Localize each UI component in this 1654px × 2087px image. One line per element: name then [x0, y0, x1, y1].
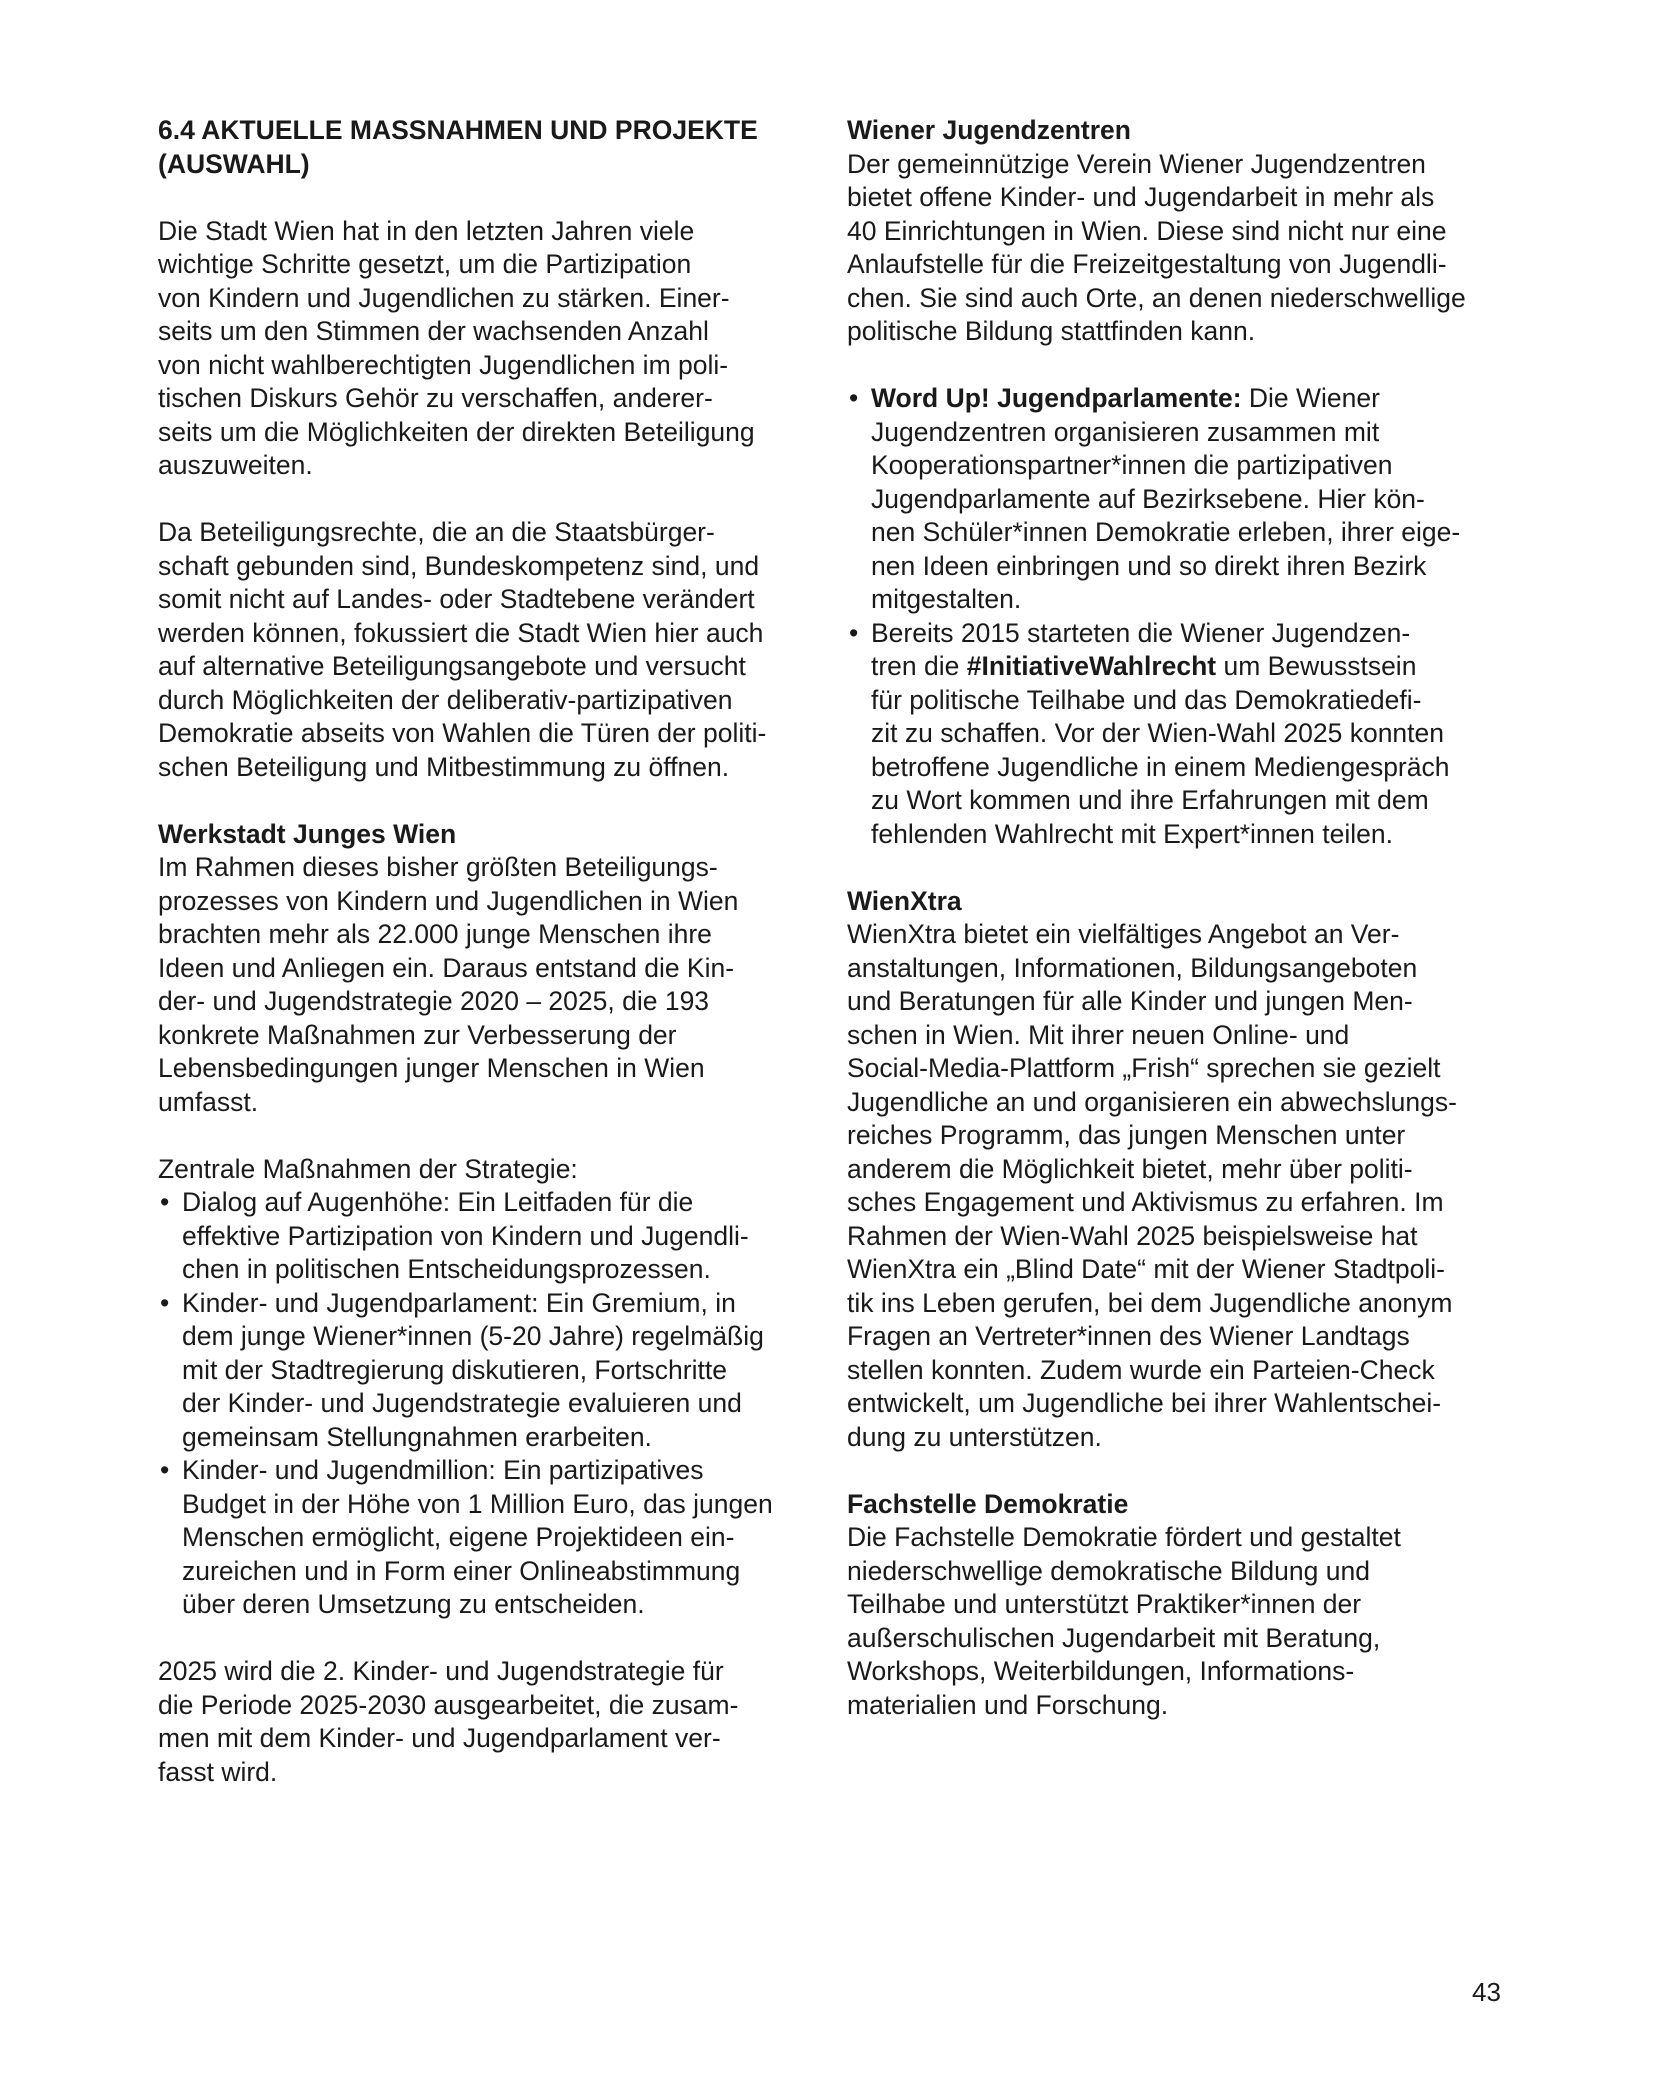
text-line: Social-Media-Plattform „Frish“ sprechen sie gezielt: [847, 1053, 1441, 1083]
text-line: der Kinder- und Jugendstrategie evaluieren und: [182, 1388, 742, 1418]
text-line: von Kindern und Jugendlichen zu stärken. Einer-: [158, 282, 730, 313]
text-line: fehlenden Wahlrecht mit Expert*innen teilen.: [871, 818, 1393, 849]
text-line: reiches Programm, das jungen Menschen unter: [847, 1120, 1406, 1150]
werkstadt-title: Werkstadt Junges Wien: [158, 818, 457, 849]
text-line: Der gemeinnützige Verein Wiener Jugendzentren: [847, 148, 1426, 179]
bullet-icon: •: [849, 617, 859, 648]
fachstelle-section: [847, 1488, 1507, 1723]
text-line: Fragen an Vertreter*innen des Wiener Landtags: [847, 1321, 1410, 1351]
list-item: [158, 1454, 813, 1622]
list-item: [158, 1186, 813, 1287]
right-column: [847, 114, 1507, 1722]
text-line: über deren Umsetzung zu entscheiden.: [182, 1589, 645, 1619]
list-item: [847, 382, 1507, 617]
bullet-icon: •: [160, 1455, 170, 1485]
text-line: niederschwellige demokratische Bildung und: [847, 1555, 1370, 1586]
text-line: Da Beteiligungsrechte, die an die Staatsbürger-: [158, 517, 715, 547]
left-column: [158, 114, 813, 1789]
text-line: stellen konnten. Zudem wurde ein Parteien-Check: [847, 1354, 1435, 1385]
text-line: materialien und Forschung.: [847, 1689, 1169, 1720]
intro-paragraph: [158, 215, 813, 483]
text-line: Kinder- und Jugendparlament: Ein Gremium, in: [182, 1287, 736, 1318]
text-line: prozesses von Kindern und Jugendlichen in Wien: [158, 885, 739, 916]
text-line: zureichen und in Form einer Onlineabstimmung: [182, 1555, 741, 1586]
text-line: dem junge Wiener*innen (5-20 Jahre) regelmäßig: [182, 1321, 764, 1351]
bullet-icon: •: [160, 1187, 170, 1217]
text-line: zit zu schaffen. Vor der Wien-Wahl 2025 konnten: [871, 718, 1445, 748]
text-line: umfasst.: [158, 1086, 259, 1117]
text-line: zu Wort kommen und ihre Erfahrungen mit dem: [871, 785, 1429, 815]
section-heading: [158, 114, 813, 181]
text-line: somit nicht auf Landes- oder Stadtebene verändert: [158, 584, 755, 614]
page-number: 43: [1472, 1977, 1501, 2007]
list-item: [847, 617, 1507, 852]
strategy-measures: [158, 1153, 813, 1622]
werkstadt-section: [158, 818, 813, 1120]
text-line: anderem die Möglichkeit bietet, mehr über politi-: [847, 1153, 1413, 1184]
heading-line: 6.4 AKTUELLE MASSNAHMEN UND PROJEKTE: [158, 115, 758, 145]
wienxtra-section: [847, 885, 1507, 1455]
text-line: nen Schüler*innen Demokratie erleben, ihrer eige-: [871, 517, 1461, 547]
text-line: chen. Sie sind auch Orte, an denen niederschwellige: [847, 282, 1466, 313]
wienxtra-title: WienXtra: [847, 885, 962, 916]
text-line: politische Bildung stattfinden kann.: [847, 316, 1256, 346]
text-line: Rahmen der Wien-Wahl 2025 beispielsweise hat: [847, 1220, 1418, 1251]
text-line: für politische Teilhabe und das Demokratiedefi-: [871, 684, 1422, 715]
text-line: WienXtra ein „Blind Date“ mit der Wiener Stadtpoli-: [847, 1254, 1445, 1284]
heading-line: (AUSWAHL): [158, 148, 310, 179]
text-line: Jugendparlamente auf Bezirksebene. Hier kön-: [871, 483, 1425, 514]
outro-paragraph: [158, 1655, 813, 1789]
text-line: dung zu unterstützen.: [847, 1421, 1102, 1452]
text-line: Anlaufstelle für die Freizeitgestaltung von Jugendli-: [847, 249, 1447, 279]
text-line: mit der Stadtregierung diskutieren, Fortschritte: [182, 1354, 727, 1385]
text-line: 2025 wird die 2. Kinder- und Jugendstrategie für: [158, 1656, 724, 1686]
text-line: tischen Diskurs Gehör zu verschaffen, anderer-: [158, 383, 713, 413]
text-line: der- und Jugendstrategie 2020 – 2025, die 193: [158, 986, 710, 1016]
bold-term: Word Up! Jugendparlamente:: [871, 383, 1242, 413]
text-line: konkrete Maßnahmen zur Verbesserung der: [158, 1019, 677, 1050]
text-line: schaft gebunden sind, Bundeskompetenz sind, und: [158, 550, 760, 581]
text-line: Workshops, Weiterbildungen, Informations-: [847, 1656, 1355, 1686]
text-line: seits um den Stimmen der wachsenden Anzahl: [158, 316, 709, 346]
text-line: Budget in der Höhe von 1 Million Euro, das jungen: [182, 1488, 773, 1519]
text-line: Teilhabe und unterstützt Praktiker*innen der: [847, 1589, 1362, 1619]
text-line: Die Fachstelle Demokratie fördert und gestaltet: [847, 1522, 1401, 1552]
text-line: wichtige Schritte gesetzt, um die Partizipation: [158, 249, 692, 279]
text-line: fasst wird.: [158, 1756, 278, 1787]
text-fragment: Die Wiener: [1241, 383, 1380, 413]
text-line: Jugendliche an und organisieren ein abwechslungs-: [847, 1086, 1457, 1117]
text-line: durch Möglichkeiten der deliberativ-partizipativen: [158, 684, 733, 715]
text-line: chen in politischen Entscheidungsprozessen.: [182, 1254, 711, 1284]
text-fragment: um Bewusstsein: [1216, 651, 1417, 681]
text-line: die Periode 2025-2030 ausgearbeitet, die zusam-: [158, 1689, 739, 1720]
text-line: seits um die Möglichkeiten der direkten Beteiligung: [158, 416, 755, 447]
text-line: [871, 382, 1507, 416]
list-item: [158, 1287, 813, 1455]
text-line: auszuweiten.: [158, 450, 313, 480]
text-line: außerschulischen Jugendarbeit mit Beratung,: [847, 1622, 1381, 1653]
text-line: bietet offene Kinder- und Jugendarbeit in mehr als: [847, 182, 1435, 212]
text-line: schen Beteiligung und Mitbestimmung zu öffnen.: [158, 751, 730, 782]
jugendzentren-section: [847, 114, 1507, 349]
text-line: Lebensbedingungen junger Menschen in Wien: [158, 1053, 705, 1083]
jugendzentren-list: [847, 382, 1507, 851]
text-line: Demokratie abseits von Wahlen die Türen der politi-: [158, 718, 767, 748]
text-line: nen Ideen einbringen und so direkt ihren Bezirk: [871, 550, 1427, 581]
measures-title: Zentrale Maßnahmen der Strategie:: [158, 1153, 578, 1184]
text-line: men mit dem Kinder- und Jugendparlament ver-: [158, 1723, 721, 1753]
text-line: sches Engagement und Aktivismus zu erfahren. Im: [847, 1187, 1444, 1217]
hashtag: #InitiativeWahlrecht: [966, 651, 1217, 681]
text-line: entwickelt, um Jugendliche bei ihrer Wahlentschei-: [847, 1388, 1442, 1418]
bullet-icon: •: [160, 1287, 170, 1318]
rights-paragraph: [158, 516, 813, 784]
text-line: brachten mehr als 22.000 junge Menschen ihre: [158, 919, 712, 949]
text-line: Kinder- und Jugendmillion: Ein partizipatives: [182, 1455, 704, 1485]
text-line: Dialog auf Augenhöhe: Ein Leitfaden für die: [182, 1187, 694, 1217]
text-line: Bereits 2015 starteten die Wiener Jugendzen-: [871, 617, 1411, 648]
text-line: WienXtra bietet ein vielfältiges Angebot an Ver-: [847, 919, 1400, 949]
text-line: mitgestalten.: [871, 584, 1022, 614]
jugendzentren-title: Wiener Jugendzentren: [847, 115, 1131, 145]
text-line: anstaltungen, Informationen, Bildungsangeboten: [847, 952, 1418, 983]
text-line: 40 Einrichtungen in Wien. Diese sind nicht nur eine: [847, 215, 1447, 246]
text-line: Im Rahmen dieses bisher größten Beteiligungs-: [158, 852, 718, 882]
text-line: betroffene Jugendliche in einem Mediengespräch: [871, 751, 1450, 782]
text-line: tik ins Leben gerufen, bei dem Jugendliche anonym: [847, 1287, 1453, 1318]
text-line: schen in Wien. Mit ihrer neuen Online- und: [847, 1019, 1350, 1050]
text-line: Jugendzentren organisieren zusammen mit: [871, 416, 1380, 447]
bullet-icon: •: [849, 383, 859, 413]
text-line: auf alternative Beteiligungsangebote und versucht: [158, 651, 746, 681]
text-line: von nicht wahlberechtigten Jugendlichen im poli-: [158, 349, 729, 380]
text-fragment: tren die: [871, 651, 967, 681]
fachstelle-title: Fachstelle Demokratie: [847, 1488, 1129, 1519]
text-line: Die Stadt Wien hat in den letzten Jahren viele: [158, 215, 695, 246]
text-line: werden können, fokussiert die Stadt Wien hier auch: [158, 617, 764, 648]
text-line: [871, 650, 1507, 684]
text-line: und Beratungen für alle Kinder und jungen Men-: [847, 986, 1413, 1016]
text-line: Kooperationspartner*innen die partizipativen: [871, 450, 1393, 480]
text-line: Ideen und Anliegen ein. Daraus entstand die Kin-: [158, 952, 735, 983]
text-line: effektive Partizipation von Kindern und Jugendli-: [182, 1220, 749, 1251]
text-line: gemeinsam Stellungnahmen erarbeiten.: [182, 1421, 652, 1452]
text-line: Menschen ermöglicht, eigene Projektideen ein-: [182, 1522, 735, 1552]
